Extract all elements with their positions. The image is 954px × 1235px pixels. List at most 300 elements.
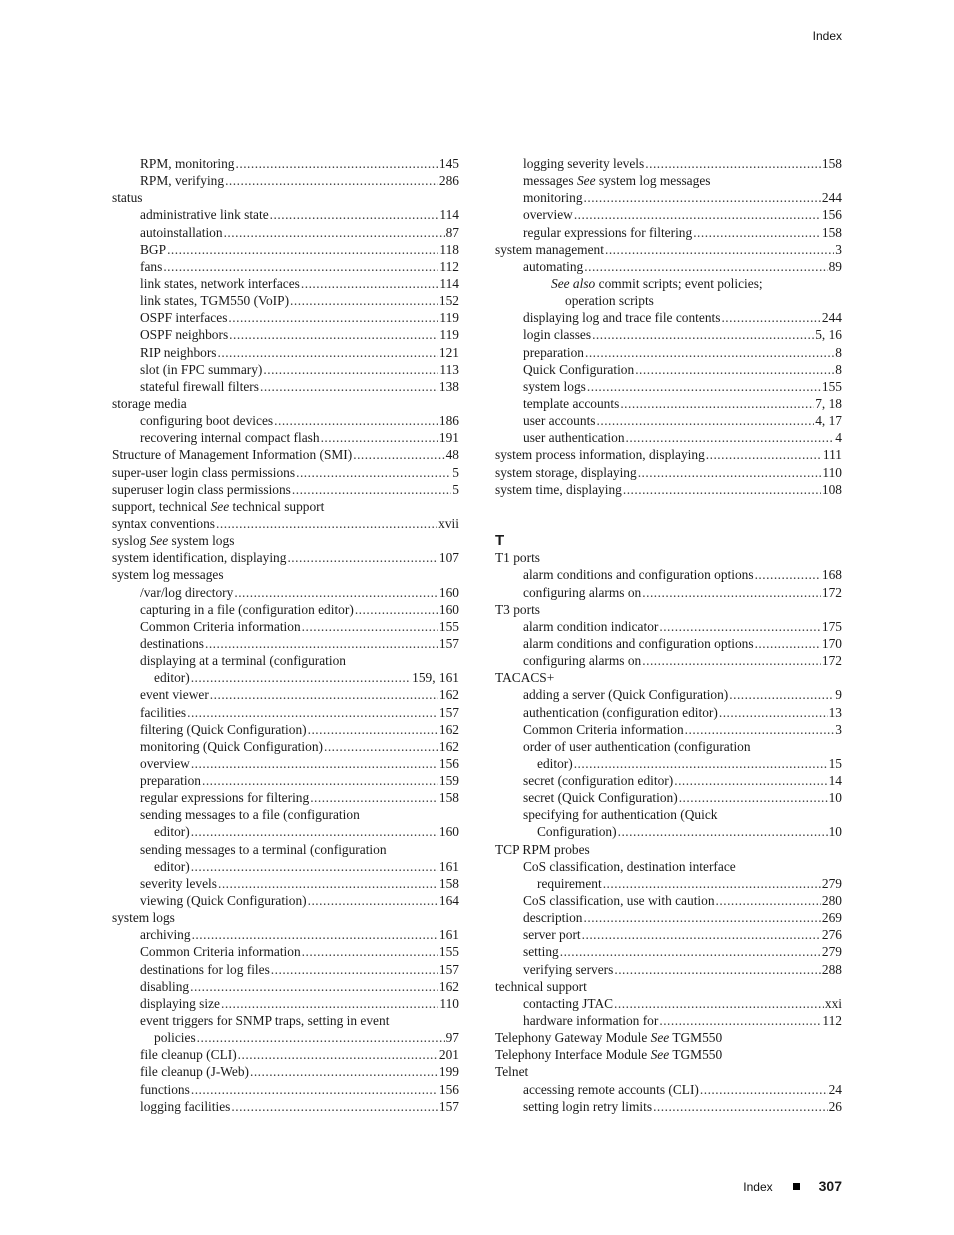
- entry-term: editor): [154, 824, 190, 840]
- entry-page: 162: [438, 978, 459, 994]
- entry-term: alarm conditions and configuration options: [523, 567, 754, 583]
- index-entry: [112, 498, 459, 515]
- index-entry: [495, 841, 842, 858]
- dot-leader: [236, 155, 438, 172]
- footer-square-icon: [793, 1183, 800, 1190]
- entry-term: user accounts: [523, 413, 596, 429]
- entry-term: setting: [523, 944, 559, 960]
- entry-term: T3 ports: [495, 601, 541, 617]
- entry-page: 119: [439, 327, 459, 343]
- entry-term: stateful firewall filters: [140, 378, 259, 394]
- entry-page: 110: [822, 464, 842, 480]
- dot-leader: [614, 995, 824, 1012]
- dot-leader: [308, 721, 438, 738]
- index-entry: [112, 412, 459, 429]
- dot-leader: [679, 789, 828, 806]
- dot-leader: [729, 686, 834, 703]
- dot-leader: [603, 875, 821, 892]
- entry-term: file cleanup (CLI): [140, 1047, 237, 1063]
- dot-leader: [167, 241, 438, 258]
- index-entry: [112, 241, 459, 258]
- entry-page: 157: [438, 1098, 459, 1114]
- entry-page: 121: [438, 344, 459, 360]
- dot-leader: [250, 1063, 438, 1080]
- dot-leader: [205, 635, 438, 652]
- dot-leader: [163, 258, 438, 275]
- entry-term: messages: [523, 173, 574, 189]
- entry-term: BGP: [140, 241, 167, 257]
- entry-term: RPM, monitoring: [140, 156, 235, 171]
- entry-page: 24: [828, 1081, 842, 1097]
- entry-page: 114: [439, 207, 459, 223]
- dot-leader: [324, 738, 438, 755]
- entry-term: OSPF interfaces: [140, 310, 228, 326]
- dot-leader: [191, 755, 438, 772]
- index-entry: [112, 275, 459, 292]
- entry-page: 158: [438, 790, 459, 806]
- entry-term: destinations: [140, 635, 204, 651]
- entry-term: event triggers for SNMP traps, setting in event: [140, 1013, 390, 1029]
- dot-leader: [321, 429, 438, 446]
- index-entry: [112, 978, 459, 995]
- entry-term: archiving: [140, 927, 191, 943]
- index-entry: [495, 721, 842, 738]
- entry-term: Telephony Interface Module: [495, 1047, 648, 1063]
- index-entry: [112, 738, 459, 755]
- dot-leader: [355, 601, 438, 618]
- dot-leader: [192, 926, 438, 943]
- dot-leader: [210, 686, 438, 703]
- entry-term: capturing in a file (configuration editor): [140, 601, 354, 617]
- index-entry: [112, 258, 459, 275]
- dot-leader: [202, 772, 438, 789]
- index-entry: [495, 378, 842, 395]
- dot-leader: [271, 961, 438, 978]
- entry-page: 288: [821, 961, 842, 977]
- entry-page: 108: [821, 481, 842, 497]
- dot-leader: [260, 378, 438, 395]
- entry-term: RIP neighbors: [140, 344, 217, 360]
- entry-page: xvii: [438, 515, 459, 531]
- dot-leader: [218, 875, 438, 892]
- entry-term: sending messages to a file (configuration: [140, 807, 360, 823]
- entry-page: 5: [452, 481, 459, 497]
- index-entry: [112, 566, 459, 583]
- entry-term: system logs: [523, 378, 586, 394]
- entry-term: system management: [495, 241, 604, 257]
- entry-page: xxi: [824, 995, 842, 1011]
- entry-term: monitoring: [523, 190, 583, 206]
- entry-term: fans: [140, 258, 163, 274]
- index-entry: [112, 618, 459, 635]
- index-entry: [112, 601, 459, 618]
- index-entry: [495, 292, 842, 309]
- running-header: Index: [812, 29, 842, 43]
- entry-page: 97: [445, 1030, 459, 1046]
- dot-leader: [587, 378, 821, 395]
- entry-page: 113: [439, 361, 459, 377]
- entry-page: 5, 16: [815, 327, 842, 343]
- entry-term: CoS classification, use with caution: [523, 893, 715, 909]
- index-entry: [495, 1012, 842, 1029]
- index-entry: [495, 635, 842, 652]
- index-entry: [495, 704, 842, 721]
- entry-term: system logs: [112, 910, 175, 926]
- entry-term: specifying for authentication (Quick: [523, 807, 718, 823]
- dot-leader: [574, 755, 828, 772]
- entry-page: 114: [439, 275, 459, 291]
- entry-term: filtering (Quick Configuration): [140, 721, 307, 737]
- entry-page: 279: [821, 944, 842, 960]
- dot-leader: [229, 326, 438, 343]
- entry-page: 172: [821, 653, 842, 669]
- index-entry: [112, 326, 459, 343]
- entry-term: configuring alarms on: [523, 584, 642, 600]
- entry-page: 119: [439, 310, 459, 326]
- index-entry: [495, 943, 842, 960]
- index-spacer: [495, 498, 842, 515]
- entry-term: file cleanup (J-Web): [140, 1064, 249, 1080]
- index-entry: [495, 806, 842, 823]
- index-spacer: [495, 515, 842, 532]
- entry-page: 159: [438, 773, 459, 789]
- entry-term: secret (Quick Configuration): [523, 790, 678, 806]
- entry-term: recovering internal compact flash: [140, 430, 320, 446]
- entry-page: 15: [828, 755, 842, 771]
- entry-term: storage media: [112, 395, 187, 411]
- index-entry: [112, 464, 459, 481]
- entry-page: 244: [821, 310, 842, 326]
- entry-page: 160: [438, 824, 459, 840]
- entry-page: 112: [439, 258, 459, 274]
- entry-page: 172: [821, 584, 842, 600]
- entry-term: link states, network interfaces: [140, 275, 300, 291]
- index-entry: [495, 1046, 842, 1063]
- index-entry: [495, 275, 842, 292]
- see-reference: See: [210, 498, 230, 514]
- entry-page: 175: [821, 618, 842, 634]
- index-entry: [495, 172, 842, 189]
- entry-page: 158: [821, 156, 842, 171]
- page-number: 307: [818, 1178, 842, 1194]
- entry-term: technical support: [495, 978, 587, 994]
- index-entry: [495, 395, 842, 412]
- entry-page: 157: [438, 961, 459, 977]
- entry-term: editor): [154, 670, 190, 686]
- entry-page: 8: [835, 344, 842, 360]
- dot-leader: [626, 429, 835, 446]
- see-reference: See: [650, 1047, 670, 1063]
- entry-page: 155: [438, 618, 459, 634]
- index-entry: [112, 395, 459, 412]
- index-entry: [495, 241, 842, 258]
- index-entry: [112, 344, 459, 361]
- index-entry: [112, 892, 459, 909]
- entry-page: 279: [821, 875, 842, 891]
- entry-term: template accounts: [523, 395, 620, 411]
- index-column-left: [112, 155, 459, 1115]
- index-entry: [495, 1063, 842, 1080]
- entry-term: Common Criteria information: [140, 618, 301, 634]
- entry-page: 161: [438, 858, 459, 874]
- dot-leader: [659, 618, 821, 635]
- dot-leader: [620, 395, 814, 412]
- index-entry: [112, 669, 459, 686]
- index-entry: [495, 961, 842, 978]
- entry-page: 138: [438, 378, 459, 394]
- entry-page: 186: [438, 413, 459, 429]
- entry-page: 110: [439, 995, 459, 1011]
- index-entry: [112, 943, 459, 960]
- entry-term: displaying at a terminal (configuration: [140, 653, 347, 669]
- entry-term: Telephony Gateway Module: [495, 1030, 648, 1046]
- entry-term: system storage, displaying: [495, 464, 637, 480]
- entry-term: slot (in FPC summary): [140, 361, 263, 377]
- entry-term: /var/log directory: [140, 584, 234, 600]
- dot-leader: [642, 584, 821, 601]
- footer-label: Index: [743, 1180, 773, 1194]
- index-entry: [112, 755, 459, 772]
- dot-leader: [308, 892, 438, 909]
- entry-term: functions: [140, 1081, 190, 1097]
- dot-leader: [614, 961, 821, 978]
- entry-term: login classes: [523, 327, 592, 343]
- dot-leader: [605, 241, 834, 258]
- index-entry: [112, 1063, 459, 1080]
- dot-leader: [584, 909, 821, 926]
- dot-leader: [635, 361, 834, 378]
- entry-page: 9: [835, 687, 842, 703]
- entry-term: system process information, displaying: [495, 447, 705, 463]
- entry-page: 244: [821, 190, 842, 206]
- entry-term: system time, displaying: [495, 481, 622, 497]
- entry-page: 4, 17: [815, 413, 842, 429]
- dot-leader: [755, 566, 821, 583]
- dot-leader: [191, 1081, 438, 1098]
- index-entry: [112, 309, 459, 326]
- entry-term: policies: [154, 1030, 196, 1046]
- entry-page: 269: [821, 910, 842, 926]
- index-entry: [495, 206, 842, 223]
- index-entry: [112, 806, 459, 823]
- entry-term: automating: [523, 258, 584, 274]
- entry-page: 107: [438, 550, 459, 566]
- entry-term: disabling: [140, 978, 190, 994]
- dot-leader: [228, 309, 438, 326]
- entry-page: 5: [452, 464, 459, 480]
- dot-leader: [674, 772, 827, 789]
- dot-leader: [191, 669, 411, 686]
- index-entry: [112, 635, 459, 652]
- entry-page: 152: [438, 293, 459, 309]
- see-target: TGM550: [672, 1047, 723, 1063]
- see-reference: See: [576, 173, 596, 189]
- index-entry: [495, 326, 842, 343]
- index-entry: [495, 618, 842, 635]
- index-entry: [495, 823, 842, 840]
- index-entry: [112, 1029, 459, 1046]
- index-entry: [495, 669, 842, 686]
- index-entry: [495, 1081, 842, 1098]
- entry-page: 155: [821, 378, 842, 394]
- entry-term: description: [523, 910, 583, 926]
- index-entry: [112, 1012, 459, 1029]
- entry-term: Common Criteria information: [140, 944, 301, 960]
- entry-page: 48: [445, 447, 459, 463]
- index-entry: [112, 841, 459, 858]
- entry-page: 162: [438, 687, 459, 703]
- entry-page: 157: [438, 635, 459, 651]
- dot-leader: [234, 584, 438, 601]
- entry-term: OSPF neighbors: [140, 327, 229, 343]
- index-entry: [112, 292, 459, 309]
- index-entry: [495, 755, 842, 772]
- dot-leader: [653, 1098, 828, 1115]
- entry-page: 164: [438, 893, 459, 909]
- dot-leader: [292, 481, 451, 498]
- entry-page: 156: [438, 1081, 459, 1097]
- entry-term: setting login retry limits: [523, 1098, 653, 1114]
- index-entry: [112, 155, 459, 172]
- entry-page: 158: [438, 875, 459, 891]
- see-reference: See: [650, 1030, 670, 1046]
- index-entry: [495, 926, 842, 943]
- entry-page: 155: [438, 944, 459, 960]
- index-entry: [112, 961, 459, 978]
- dot-leader: [302, 618, 438, 635]
- entry-page: 156: [438, 755, 459, 771]
- dot-leader: [638, 464, 822, 481]
- dot-leader: [302, 943, 438, 960]
- entry-term: user authentication: [523, 430, 625, 446]
- see-target: commit scripts; event policies;: [598, 275, 763, 291]
- entry-page: 111: [822, 447, 842, 463]
- index-entry: [112, 875, 459, 892]
- see-reference: See also: [551, 275, 596, 291]
- entry-page: 4: [835, 430, 842, 446]
- see-target: TGM550: [672, 1030, 723, 1046]
- index-entry: [112, 652, 459, 669]
- index-entry: [495, 464, 842, 481]
- entry-page: 7, 18: [815, 395, 842, 411]
- index-entry: [112, 1098, 459, 1115]
- dot-leader: [221, 995, 438, 1012]
- dot-leader: [191, 858, 438, 875]
- index-entry: [112, 858, 459, 875]
- entry-term: displaying log and trace file contents: [523, 310, 721, 326]
- index-entry: [112, 378, 459, 395]
- index-section-letter: T: [495, 532, 505, 550]
- index-entry: [112, 704, 459, 721]
- entry-term: Configuration): [537, 824, 617, 840]
- index-entry: [495, 446, 842, 463]
- entry-term: system identification, displaying: [112, 550, 287, 566]
- see-reference: See: [149, 533, 169, 549]
- dot-leader: [623, 481, 821, 498]
- index-entry: [112, 481, 459, 498]
- entry-term: RPM, verifying: [140, 173, 225, 189]
- entry-page: 160: [438, 584, 459, 600]
- dot-leader: [310, 789, 438, 806]
- entry-term: TACACS+: [495, 670, 555, 686]
- index-entry: [495, 566, 842, 583]
- index-entry: [495, 189, 842, 206]
- dot-leader: [296, 464, 451, 481]
- dot-leader: [290, 292, 438, 309]
- index-entry: [112, 926, 459, 943]
- entry-term: preparation: [140, 773, 201, 789]
- index-entry: [495, 344, 842, 361]
- index-entry: [495, 892, 842, 909]
- dot-leader: [574, 206, 821, 223]
- see-target: system log messages: [598, 173, 711, 189]
- entry-term: displaying size: [140, 995, 220, 1011]
- index-entry: [495, 738, 842, 755]
- index-entry: [495, 995, 842, 1012]
- entry-page: 160: [438, 601, 459, 617]
- entry-page: 89: [828, 258, 842, 274]
- index-entry: [495, 978, 842, 995]
- index-entry: [495, 601, 842, 618]
- entry-term: event viewer: [140, 687, 209, 703]
- index-entry: [495, 412, 842, 429]
- index-entry: [112, 429, 459, 446]
- entry-page: 3: [835, 241, 842, 257]
- index-entry: [495, 224, 842, 241]
- index-entry: [112, 515, 459, 532]
- dot-leader: [716, 892, 821, 909]
- see-target: system logs: [171, 533, 235, 549]
- index-entry: [495, 549, 842, 566]
- entry-page: 162: [438, 738, 459, 754]
- entry-term: T1 ports: [495, 550, 541, 566]
- entry-term: logging severity levels: [523, 156, 645, 171]
- entry-term: support, technical: [112, 498, 208, 514]
- dot-leader: [218, 344, 438, 361]
- entry-page: 191: [438, 430, 459, 446]
- entry-page: 158: [821, 224, 842, 240]
- entry-term: administrative link state: [140, 207, 269, 223]
- entry-term: monitoring (Quick Configuration): [140, 738, 323, 754]
- entry-term: adding a server (Quick Configuration): [523, 687, 729, 703]
- entry-term: destinations for log files: [140, 961, 270, 977]
- entry-term: operation scripts: [565, 293, 654, 309]
- entry-term: verifying servers: [523, 961, 614, 977]
- entry-page: 199: [438, 1064, 459, 1080]
- entry-term: syntax conventions: [112, 515, 216, 531]
- index-entry: [495, 686, 842, 703]
- index-entry: [112, 909, 459, 926]
- dot-leader: [191, 823, 438, 840]
- index-entry: [112, 361, 459, 378]
- entry-page: 118: [439, 241, 459, 257]
- index-entry: [495, 584, 842, 601]
- index-entry: [495, 155, 842, 172]
- dot-leader: [287, 549, 437, 566]
- entry-term: facilities: [140, 704, 187, 720]
- entry-page: 280: [821, 893, 842, 909]
- index-entry: [495, 789, 842, 806]
- index-entry: [112, 224, 459, 241]
- index-entry: [495, 1029, 842, 1046]
- entry-page: 157: [438, 704, 459, 720]
- entry-term: CoS classification, destination interface: [523, 858, 736, 874]
- entry-page: 170: [821, 635, 842, 651]
- entry-page: 10: [828, 790, 842, 806]
- entry-page: 145: [438, 156, 459, 171]
- dot-leader: [597, 412, 815, 429]
- dot-leader: [706, 446, 822, 463]
